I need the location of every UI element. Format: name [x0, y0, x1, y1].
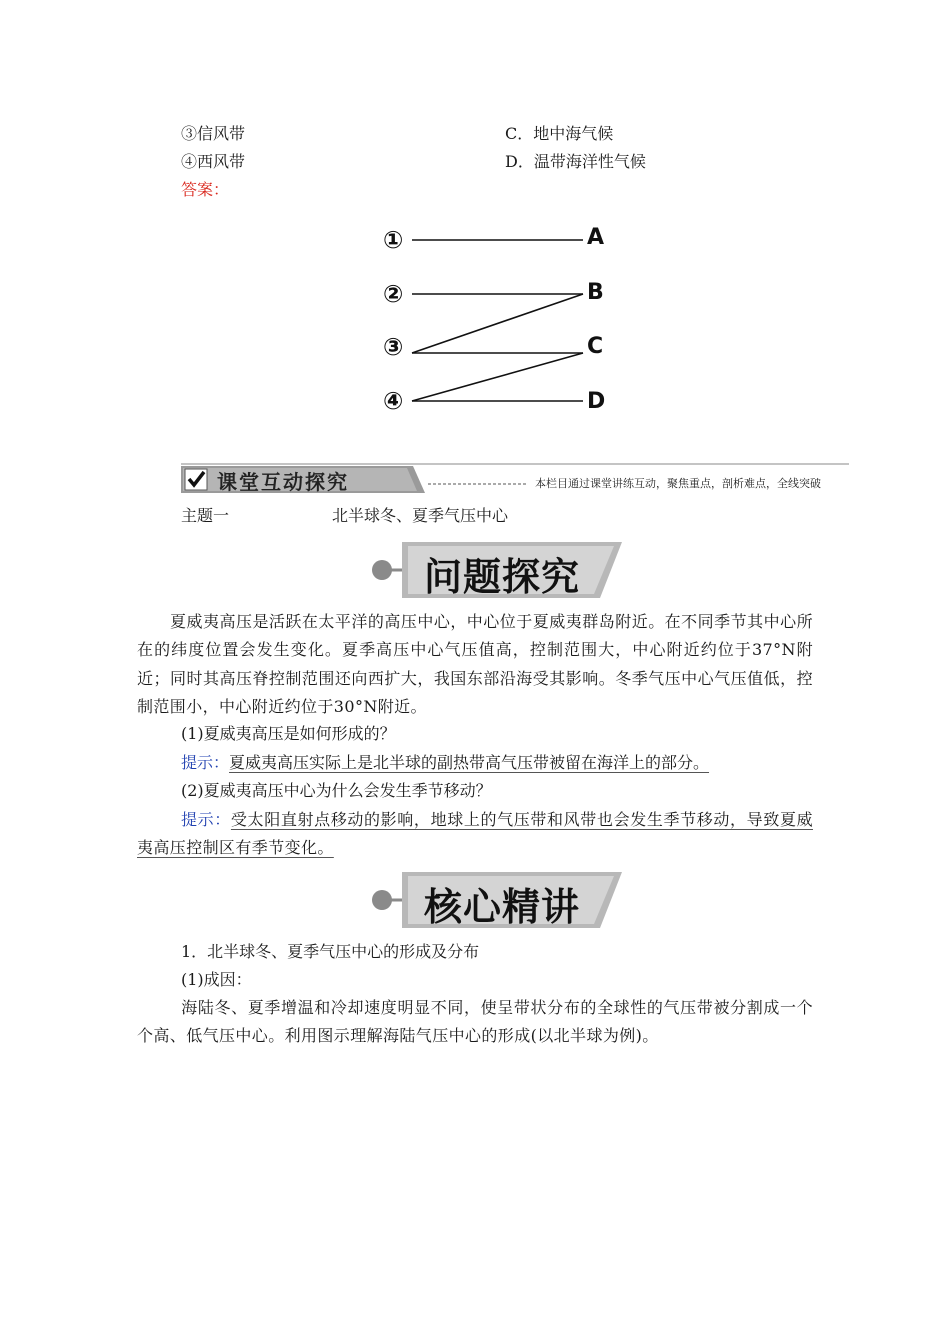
node-3: ③	[383, 333, 404, 361]
answer-label: 答案：	[181, 180, 230, 199]
option-4-wind-belt: ④西风带	[181, 152, 246, 171]
core-paragraph-text: 海陆冬、夏季增温和冷却速度明显不同，使呈带状分布的全球性的气压带被分割成一个个高、低气压中心。利用图示理解海陆气压中心的形成(以北半球为例)。	[137, 998, 813, 1046]
node-2: ②	[383, 280, 404, 308]
hint-label-2: 提示：	[181, 810, 231, 829]
node-d: D	[587, 389, 606, 414]
section-note: 本栏目通过课堂讲练互动，聚焦重点，剖析难点，全线突破	[535, 477, 821, 490]
core-banner-title: 核心精讲	[424, 885, 581, 929]
topic-label: 主题一	[181, 506, 230, 525]
option-3-wind-belt: ③信风带	[181, 124, 246, 143]
hint-label-1: 提示：	[181, 753, 230, 772]
explore-banner-title: 问题探究	[424, 555, 581, 599]
matching-diagram	[370, 215, 620, 425]
line-4-c	[412, 353, 583, 401]
core-heading-1: 1．北半球冬、夏季气压中心的形成及分布	[181, 942, 480, 961]
answer-1: 夏威夷高压实际上是北半球的副热带高气压带被留在海洋上的部分。	[229, 753, 710, 772]
answer-2: 受太阳直射点移动的影响，地球上的气压带和风带也会发生季节移动，导致夏威夷高压控制区有季节变化。	[137, 810, 813, 858]
question-1: (1)夏威夷高压是如何形成的？	[181, 724, 396, 743]
option-d-climate: D．温带海洋性气候	[505, 152, 646, 171]
topic-title: 北半球冬、夏季气压中心	[332, 506, 509, 525]
answer-2-block	[137, 806, 813, 863]
core-banner	[368, 870, 624, 930]
line-3-b	[412, 294, 583, 353]
core-heading-2: (1)成因：	[181, 970, 252, 989]
node-b: B	[587, 280, 604, 305]
question-2: (2)夏威夷高压中心为什么会发生季节移动？	[181, 781, 492, 800]
node-c: C	[587, 334, 604, 359]
node-1: ①	[383, 226, 404, 254]
option-c-climate: C．地中海气候	[505, 124, 614, 143]
intro-paragraph: 夏威夷高压是活跃在太平洋的高压中心，中心位于夏威夷群岛附近。在不同季节其中心所在的纬度位置会发生变化。夏季高压中心气压值高，控制范围大，中心附近约位于37°N附近；同时其高压脊控制范围还向西扩大，我国东部沿海受其影响。冬季气压中心气压值低，控制范围小，中心附近约位于30°N附近。	[137, 612, 813, 716]
section-title: 课堂互动探究	[217, 470, 349, 494]
node-a: A	[587, 225, 605, 250]
core-paragraph	[137, 994, 813, 1051]
node-4: ④	[383, 387, 404, 415]
answer-1-row	[181, 750, 709, 773]
section-header	[181, 463, 849, 495]
explore-banner	[368, 540, 624, 600]
